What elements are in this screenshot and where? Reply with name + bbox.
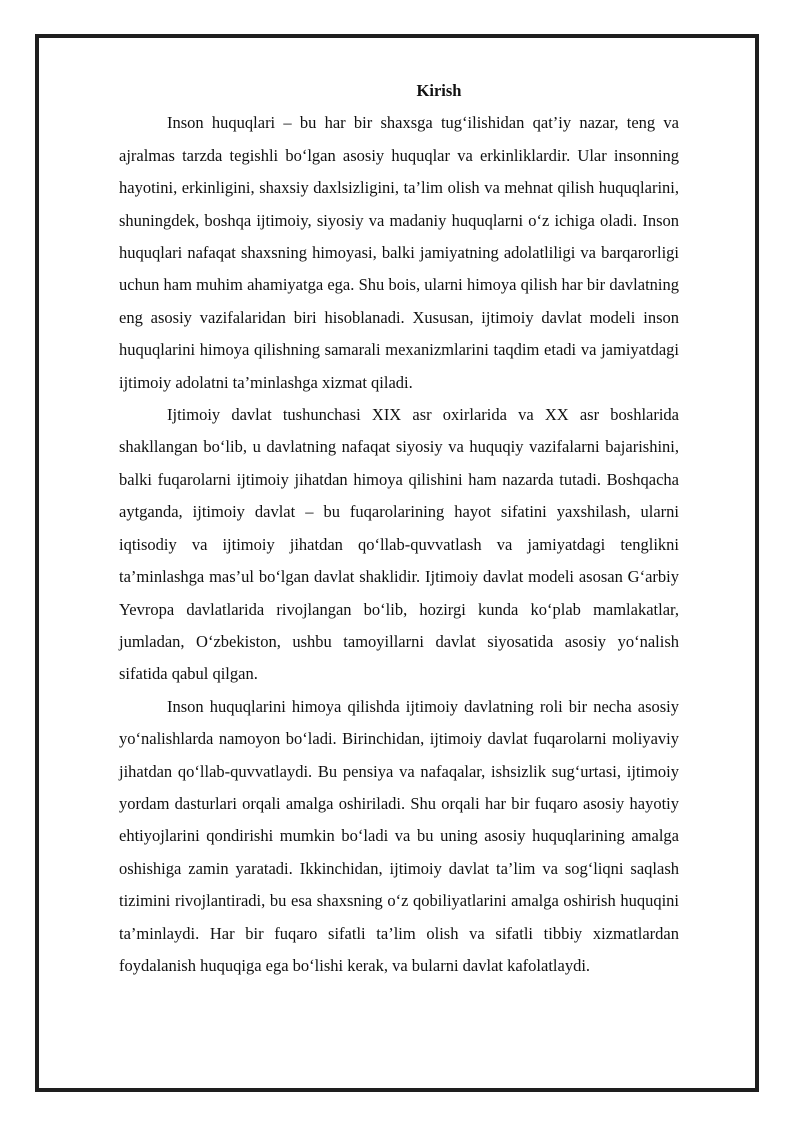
document-body [119, 75, 679, 982]
paragraph-2: Ijtimoiy davlat tushunchasi XIX asr oxirlarida va XX asr boshlarida shakllangan bo‘lib, u davlatning nafaqat siyosiy va huquqiy vazifalarni bajarishini, balki fuqarolarni ijtimoiy jihatdan himoya qilishini ham nazarda tutadi. Boshqacha aytganda, ijtimoiy davlat – bu fuqarolarining hayot sifatini yaxshilash, ularni iqtisodiy va ijtimoiy jihatdan qo‘llab-quvvatlash va jamiyatdagi tenglikni ta’minlashga mas’ul bo‘lgan davlat shaklidir. Ijtimoiy davlat modeli asosan G‘arbiy Yevropa davlatlarida rivojlangan bo‘lib, hozirgi kunda ko‘plab mamlakatlar, jumladan, O‘zbekiston, ushbu tamoyillarni davlat siyosatida asosiy yo‘nalish sifatida qabul qilgan. [119, 405, 679, 684]
document-heading: Kirish [416, 81, 462, 100]
page-border [35, 34, 759, 1092]
paragraph-3: Inson huquqlarini himoya qilishda ijtimoiy davlatning roli bir necha asosiy yo‘nalishlarda namoyon bo‘ladi. Birinchidan, ijtimoiy davlat fuqarolarni moliyaviy jihatdan qo‘llab-quvvatlaydi. Bu pensiya va nafaqalar, ishsizlik sug‘urtasi, ijtimoiy yordam dasturlari orqali amalga oshiriladi. Shu orqali har bir fuqaro asosiy hayotiy ehtiyojlarini qondirishi mumkin bo‘ladi va bu uning asosiy huquqlarining amalga oshishiga zamin yaratadi. Ikkinchidan, ijtimoiy davlat ta’lim va sog‘liqni saqlash tizimini rivojlantiradi, bu esa shaxsning o‘z qobiliyatlarini amalga oshirish huquqini ta’minlaydi. Har bir fuqaro sifatli ta’lim olish va sifatli tibbiy xizmatlardan foydalanish huquqiga ega bo‘lishi kerak, va bularni davlat kafolatlaydi. [119, 696, 679, 975]
paragraph-1: Inson huquqlari – bu har bir shaxsga tug‘ilishidan qat’iy nazar, teng va ajralmas tarzda tegishli bo‘lgan asosiy huquqlar va erkinliklardir. Ular insonning hayotini, erkinligini, shaxsiy daxlsizligini, ta’lim olish va mehnat qilish huquqlarini, shuningdek, boshqa ijtimoiy, siyosiy va madaniy huquqlarni o‘z ichiga oladi. Inson huquqlari nafaqat shaxsning himoyasi, balki jamiyatning adolatliligi va barqarorligi uchun ham muhim ahamiyatga ega. Shu bois, ularni himoya qilish har bir davlatning eng asosiy vazifalaridan biri hisoblanadi. Xususan, ijtimoiy davlat modeli inson huquqlarini himoya qilishning samarali mexanizmlarini taqdim etadi va jamiyatdagi ijtimoiy adolatni ta’minlashga xizmat qiladi. [119, 113, 679, 392]
